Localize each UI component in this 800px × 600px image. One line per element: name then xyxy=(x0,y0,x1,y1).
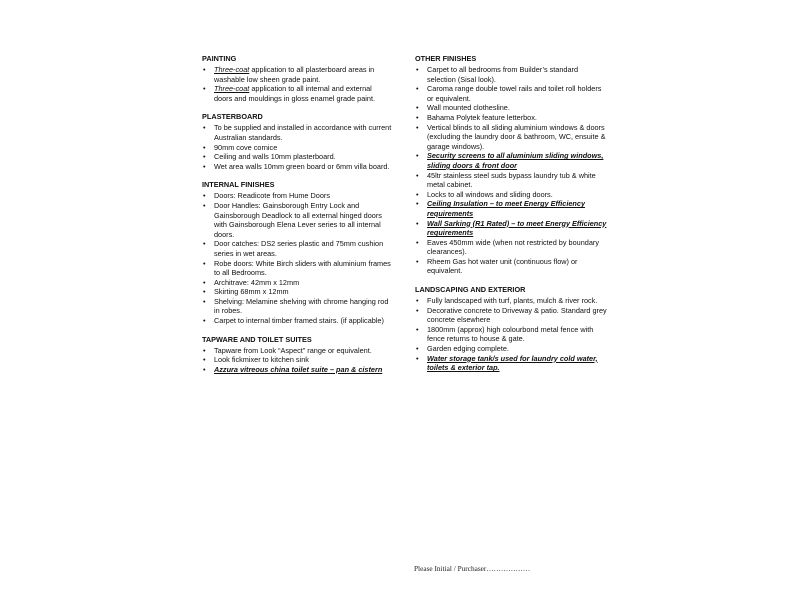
internal-finishes-item: • Architrave: 42mm x 12mm xyxy=(202,278,392,288)
internal-finishes-item: • Robe doors: White Birch sliders with aluminium frames to all Bedrooms. xyxy=(202,259,392,278)
other-finishes-list xyxy=(415,65,607,276)
internal-finishes-item: • Door Handles: Gainsborough Entry Lock and Gainsborough Deadlock to all external hinged doors with Gainsborough Elena Lever series to all internal doors. xyxy=(202,201,392,239)
purchaser-initial-line: Please Initial / Purchaser……………… xyxy=(414,564,531,573)
tapware-item xyxy=(202,365,392,375)
tapware-section xyxy=(202,335,392,375)
other-finishes-item-em: Security screens to all aluminium sliding windows, sliding doors & front door xyxy=(427,151,604,170)
landscaping-item-em: Water storage tank/s used for laundry cold water, toilets & exterior tap. xyxy=(427,353,598,373)
internal-finishes-heading: INTERNAL FINISHES xyxy=(202,180,275,190)
tapware-item: • Tapware from Look “Aspect” range or equivalent. xyxy=(202,346,392,356)
other-finishes-item xyxy=(415,219,607,238)
other-finishes-item: • Bahama Polytek feature letterbox. xyxy=(415,113,607,123)
painting-item-em: Three-coat xyxy=(214,65,250,74)
painting-item xyxy=(202,84,392,103)
other-finishes-item: • Wall mounted clothesline. xyxy=(415,103,607,113)
internal-finishes-item: • Skirting 68mm x 12mm xyxy=(202,287,392,297)
landscaping-item: • Garden edging complete. xyxy=(415,344,607,354)
other-finishes-item: • Eaves 450mm wide (when not restricted by boundary clearances). xyxy=(415,238,607,257)
landscaping-item: • Decorative concrete to Driveway & patio. Standard grey concrete elsewhere xyxy=(415,306,607,325)
other-finishes-heading: OTHER FINISHES xyxy=(415,54,477,63)
landscaping-item xyxy=(415,354,607,373)
other-finishes-item: • Rheem Gas hot water unit (continuous flow) or equivalent. xyxy=(415,257,607,276)
painting-item-text: application to all internal and external doors and mouldings in gloss enamel grade paint. xyxy=(214,84,376,103)
painting-item-em: Three-coat xyxy=(214,84,250,94)
landscaping-section xyxy=(415,285,607,373)
other-finishes-item: • Carpet to all bedrooms from Builder’s standard selection (Sisal look). xyxy=(415,65,607,84)
plasterboard-item: • To be supplied and installed in accordance with current Australian standards. xyxy=(202,123,392,142)
painting-item xyxy=(202,65,392,84)
internal-finishes-item: • Carpet to internal timber framed stairs. (if applicable) xyxy=(202,316,392,326)
left-column xyxy=(202,54,392,383)
painting-list xyxy=(202,65,392,103)
landscaping-item: • 1800mm (approx) high colourbond metal fence with fence returns to house & gate. xyxy=(415,325,607,344)
internal-finishes-item: • Doors: Readicote from Hume Doors xyxy=(202,191,392,201)
other-finishes-item-em: Wall Sarking (R1 Rated) – to meet Energy Efficiency requirements xyxy=(427,218,607,238)
other-finishes-item: • Caroma range double towel rails and toilet roll holders or equivalent. xyxy=(415,84,607,103)
plasterboard-heading: PLASTERBOARD xyxy=(202,112,263,122)
tapware-heading: TAPWARE AND TOILET SUITES xyxy=(202,334,312,344)
other-finishes-section xyxy=(415,54,607,276)
tapware-item-em: Azzura vitreous china toilet suite – pan & cistern xyxy=(214,364,383,374)
internal-finishes-section xyxy=(202,180,392,325)
plasterboard-item: • 90mm cove cornice xyxy=(202,143,392,153)
other-finishes-item xyxy=(415,151,607,170)
landscaping-heading: LANDSCAPING AND EXTERIOR xyxy=(415,285,526,295)
tapware-list xyxy=(202,346,392,375)
tapware-item: • Look fickmixer to kitchen sink xyxy=(202,355,392,365)
plasterboard-list xyxy=(202,123,392,171)
painting-item-text: application to all plasterboard areas in washable low sheen grade paint. xyxy=(214,65,375,84)
other-finishes-item: • Vertical blinds to all sliding aluminium windows & doors (excluding the laundry door & bathroom, WC, ensuite & garage windows). xyxy=(415,123,607,152)
other-finishes-item: • 45ltr stainless steel suds bypass laundry tub & white metal cabinet. xyxy=(415,171,607,190)
internal-finishes-list xyxy=(202,191,392,325)
painting-heading: PAINTING xyxy=(202,54,237,63)
landscaping-list xyxy=(415,296,607,373)
plasterboard-item: • Wet area walls 10mm green board or 6mm villa board. xyxy=(202,162,392,172)
painting-section xyxy=(202,54,392,103)
internal-finishes-item: • Shelving: Melamine shelving with chrome hanging rod in robes. xyxy=(202,297,392,316)
other-finishes-item xyxy=(415,199,607,218)
landscaping-item: • Fully landscaped with turf, plants, mulch & river rock. xyxy=(415,296,607,306)
internal-finishes-item: • Door catches: DS2 series plastic and 75mm cushion series in wet areas. xyxy=(202,239,392,258)
plasterboard-item: • Ceiling and walls 10mm plasterboard. xyxy=(202,152,392,162)
other-finishes-item-em: Ceiling Insulation – to meet Energy Efficiency requirements xyxy=(427,199,586,218)
plasterboard-section xyxy=(202,112,392,171)
other-finishes-item: • Locks to all windows and sliding doors. xyxy=(415,190,607,200)
right-column xyxy=(415,54,607,382)
